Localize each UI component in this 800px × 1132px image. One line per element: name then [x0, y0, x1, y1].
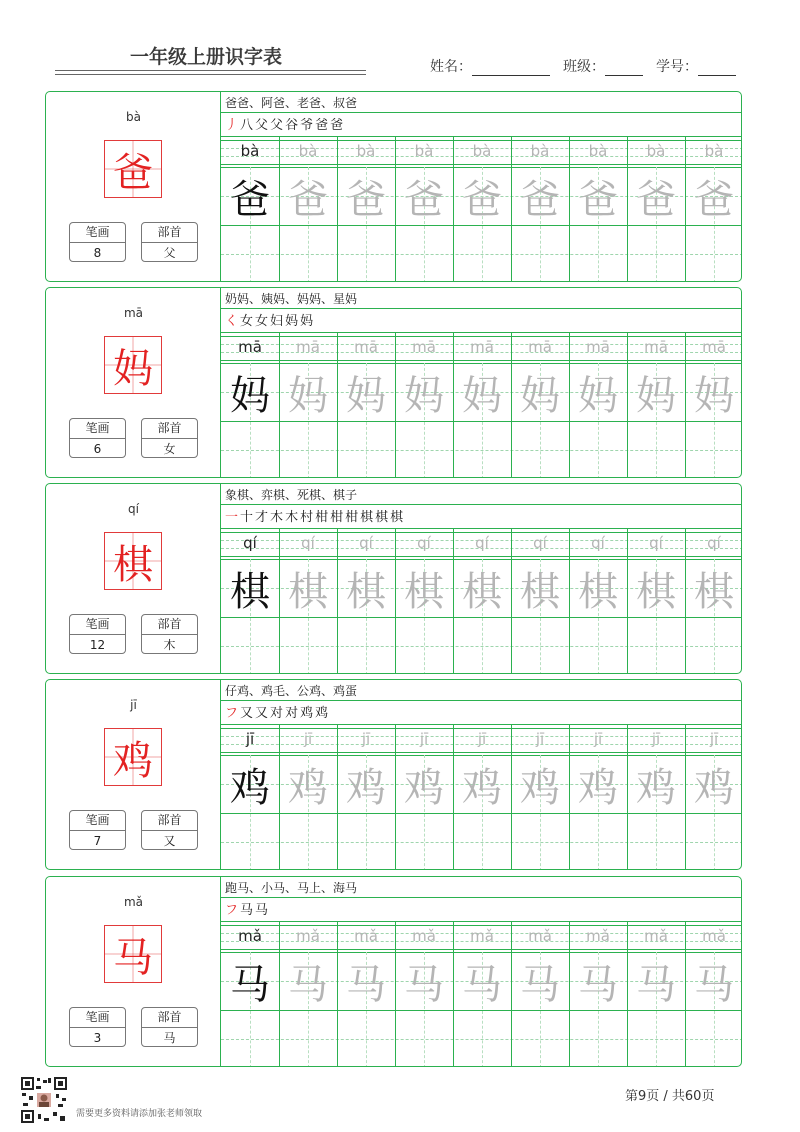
pinyin-cell: mā [528, 338, 552, 356]
character-display: 鸡 [104, 728, 162, 786]
stroke-step: 女 [240, 314, 254, 329]
footer-note: 需要更多资料请添加张老师领取 [76, 1109, 203, 1119]
stroke-count-label: 笔画 [70, 811, 125, 831]
pinyin-cell: jī [361, 730, 371, 748]
stroke-count-label: 笔画 [70, 615, 125, 635]
radical-label: 部首 [142, 223, 197, 243]
character-pinyin: bà [126, 110, 141, 124]
model-character: 马 [230, 961, 270, 1008]
character-pinyin: jī [130, 698, 137, 712]
character-card [45, 483, 742, 674]
tracing-character: 爸 [636, 176, 676, 223]
pinyin-row [221, 728, 742, 752]
radical-value: 女 [163, 442, 176, 456]
practice-grid [221, 288, 742, 477]
radical-box [141, 810, 198, 850]
example-words: 仔鸡、鸡毛、公鸡、鸡蛋 [225, 684, 358, 698]
pinyin-cell: mā [470, 338, 494, 356]
grid-line [221, 164, 742, 165]
pinyin-cell: mǎ [644, 927, 668, 945]
character-display: 棋 [104, 532, 162, 590]
grid-line [221, 332, 742, 333]
stroke-step: 一 [225, 510, 239, 525]
stroke-step: 鸡 [315, 706, 329, 721]
character-pinyin: qí [128, 502, 139, 516]
radical-label: 部首 [142, 615, 197, 635]
pinyin-cell: mǎ [528, 927, 552, 945]
grid-line [221, 724, 742, 725]
stroke-count-value: 6 [93, 442, 102, 456]
stroke-order [225, 506, 405, 526]
blank-practice-row[interactable] [221, 225, 742, 282]
class-blank[interactable] [605, 61, 643, 76]
pinyin-cell: jī [477, 730, 487, 748]
qr-code [20, 1076, 68, 1124]
stroke-step: 妈 [300, 314, 314, 329]
character-info-panel [46, 288, 221, 477]
character-card [45, 287, 742, 478]
pinyin-cell: mǎ [586, 927, 610, 945]
radical-value: 父 [163, 246, 176, 260]
pinyin-cell: bà [472, 142, 492, 160]
pinyin-cell: qí [707, 534, 721, 552]
pinyin-cell: bà [298, 142, 318, 160]
character-card [45, 91, 742, 282]
blank-practice-row[interactable] [221, 617, 742, 674]
stroke-step: 丿 [225, 118, 239, 133]
stroke-step: 对 [285, 706, 299, 721]
tracing-character: 妈 [288, 372, 328, 419]
pinyin-cell: jī [303, 730, 313, 748]
grid-line [221, 528, 742, 529]
pinyin-cell: qí [243, 534, 257, 552]
stroke-step: フ [225, 903, 239, 918]
number-label: 学号： [656, 59, 698, 75]
stroke-step: 村 [300, 510, 314, 525]
stroke-step: 棋 [375, 510, 389, 525]
tracing-character: 棋 [694, 568, 734, 615]
stroke-count-box [69, 1007, 126, 1047]
model-character: 爸 [230, 176, 270, 223]
tracing-character: 鸡 [288, 764, 328, 811]
pinyin-cell: qí [475, 534, 489, 552]
model-character: 妈 [230, 372, 270, 419]
tracing-character: 妈 [346, 372, 386, 419]
tracing-character: 爸 [694, 176, 734, 223]
tracing-character: 鸡 [404, 764, 444, 811]
tracing-character: 妈 [578, 372, 618, 419]
title-underline [55, 70, 366, 71]
stroke-step: 鸡 [300, 706, 314, 721]
tracing-character: 鸡 [520, 764, 560, 811]
tracing-row [221, 755, 742, 813]
radical-box [141, 1007, 198, 1047]
radical-box [141, 222, 198, 262]
tracing-character: 爸 [520, 176, 560, 223]
radical-value: 木 [163, 638, 176, 652]
character-pinyin: mā [123, 306, 144, 320]
tracing-character: 马 [288, 961, 328, 1008]
stroke-step: 八 [240, 118, 254, 133]
number-blank[interactable] [698, 61, 736, 76]
tracing-character: 棋 [346, 568, 386, 615]
blank-practice-row[interactable] [221, 1010, 742, 1067]
stroke-step: 又 [255, 706, 269, 721]
grid-line [221, 504, 742, 505]
number-field[interactable] [656, 56, 736, 76]
grid-line [221, 921, 742, 922]
model-character: 棋 [230, 568, 270, 615]
character-info-panel [46, 484, 221, 673]
tracing-character: 马 [520, 961, 560, 1008]
name-field[interactable] [430, 56, 550, 76]
stroke-step: 马 [240, 903, 254, 918]
tracing-character: 爸 [462, 176, 502, 223]
character-display: 妈 [104, 336, 162, 394]
grid-line [221, 308, 742, 309]
stroke-count-box [69, 418, 126, 458]
practice-grid [221, 877, 742, 1066]
stroke-count-label: 笔画 [70, 419, 125, 439]
character-info-panel [46, 92, 221, 281]
tracing-character: 棋 [404, 568, 444, 615]
tracing-character: 妈 [636, 372, 676, 419]
pinyin-cell: mā [586, 338, 610, 356]
tracing-character: 马 [462, 961, 502, 1008]
pinyin-cell: jī [709, 730, 719, 748]
tracing-character: 棋 [636, 568, 676, 615]
stroke-step: 父 [255, 118, 269, 133]
stroke-step: 棋 [360, 510, 374, 525]
pinyin-cell: mǎ [238, 927, 262, 945]
name-blank[interactable] [472, 61, 550, 76]
pinyin-cell: mā [412, 338, 436, 356]
stroke-count-value: 12 [89, 638, 106, 652]
radical-label: 部首 [142, 811, 197, 831]
tracing-character: 妈 [520, 372, 560, 419]
stroke-step: 又 [240, 706, 254, 721]
stroke-step: 十 [240, 510, 254, 525]
stroke-step: 木 [285, 510, 299, 525]
stroke-step: 木 [270, 510, 284, 525]
class-field[interactable] [563, 56, 643, 76]
pinyin-cell: mā [296, 338, 320, 356]
pinyin-row [221, 925, 742, 949]
stroke-step: 棋 [390, 510, 404, 525]
class-label: 班级： [563, 59, 605, 75]
pinyin-row [221, 336, 742, 360]
grid-line [221, 897, 742, 898]
pinyin-cell: qí [591, 534, 605, 552]
pinyin-cell: bà [414, 142, 434, 160]
stroke-count-value: 8 [93, 246, 102, 260]
pinyin-cell: mā [702, 338, 726, 356]
pinyin-cell: mā [238, 338, 262, 356]
pinyin-cell: mā [644, 338, 668, 356]
radical-value: 马 [163, 1031, 176, 1045]
tracing-row [221, 167, 742, 225]
blank-practice-row[interactable] [221, 421, 742, 478]
tracing-character: 爸 [578, 176, 618, 223]
tracing-character: 妈 [404, 372, 444, 419]
pinyin-cell: qí [359, 534, 373, 552]
tracing-character: 棋 [578, 568, 618, 615]
tracing-row [221, 952, 742, 1010]
practice-grid [221, 92, 742, 281]
stroke-step: 才 [255, 510, 269, 525]
pinyin-cell: mǎ [412, 927, 436, 945]
radical-value: 又 [163, 834, 176, 848]
pinyin-cell: mǎ [470, 927, 494, 945]
stroke-count-label: 笔画 [70, 223, 125, 243]
character-card [45, 679, 742, 870]
stroke-step: 柑 [345, 510, 359, 525]
model-character: 鸡 [230, 764, 270, 811]
tracing-character: 鸡 [462, 764, 502, 811]
tracing-character: 马 [578, 961, 618, 1008]
grid-line [221, 752, 742, 753]
stroke-step: 女 [255, 314, 269, 329]
grid-line [221, 112, 742, 113]
tracing-character: 妈 [462, 372, 502, 419]
example-words: 奶妈、姨妈、妈妈、星妈 [225, 292, 358, 306]
page-number: 第9页 / 共60页 [625, 1089, 715, 1104]
pinyin-cell: bà [240, 142, 260, 160]
pinyin-cell: bà [704, 142, 724, 160]
pinyin-cell: mǎ [354, 927, 378, 945]
pinyin-cell: bà [646, 142, 666, 160]
stroke-step: 对 [270, 706, 284, 721]
pinyin-cell: bà [588, 142, 608, 160]
pinyin-cell: mā [354, 338, 378, 356]
pinyin-cell: jī [419, 730, 429, 748]
stroke-order [225, 702, 330, 722]
stroke-count-box [69, 614, 126, 654]
tracing-character: 马 [694, 961, 734, 1008]
stroke-order [225, 310, 315, 330]
practice-grid [221, 680, 742, 869]
pinyin-cell: qí [301, 534, 315, 552]
stroke-step: フ [225, 706, 239, 721]
stroke-step: 妇 [270, 314, 284, 329]
character-info-panel [46, 680, 221, 869]
pinyin-cell: jī [593, 730, 603, 748]
tracing-character: 棋 [288, 568, 328, 615]
tracing-character: 鸡 [346, 764, 386, 811]
stroke-step: 马 [255, 903, 269, 918]
pinyin-row [221, 140, 742, 164]
stroke-step: 妈 [285, 314, 299, 329]
tracing-character: 马 [346, 961, 386, 1008]
example-words: 爸爸、阿爸、老爸、叔爸 [225, 96, 358, 110]
pinyin-cell: qí [649, 534, 663, 552]
pinyin-cell: jī [651, 730, 661, 748]
stroke-step: 父 [270, 118, 284, 133]
pinyin-cell: bà [356, 142, 376, 160]
stroke-step: 爸 [330, 118, 344, 133]
character-info-panel [46, 877, 221, 1066]
radical-box [141, 614, 198, 654]
practice-grid [221, 484, 742, 673]
tracing-character: 马 [636, 961, 676, 1008]
pinyin-cell: mǎ [702, 927, 726, 945]
tracing-row [221, 559, 742, 617]
pinyin-cell: jī [245, 730, 255, 748]
tracing-character: 鸡 [578, 764, 618, 811]
character-pinyin: mǎ [123, 895, 144, 909]
radical-label: 部首 [142, 419, 197, 439]
example-words: 跑马、小马、马上、海马 [225, 881, 358, 895]
radical-box [141, 418, 198, 458]
pinyin-cell: jī [535, 730, 545, 748]
example-words: 象棋、弈棋、死棋、棋子 [225, 488, 358, 502]
pinyin-cell: mǎ [296, 927, 320, 945]
tracing-row [221, 363, 742, 421]
grid-line [221, 360, 742, 361]
stroke-step: 爸 [315, 118, 329, 133]
stroke-step: く [225, 314, 239, 329]
stroke-step: 谷 [285, 118, 299, 133]
stroke-order [225, 899, 270, 919]
blank-practice-row[interactable] [221, 813, 742, 870]
stroke-step: 柑 [315, 510, 329, 525]
grid-line [221, 700, 742, 701]
grid-line [221, 556, 742, 557]
tracing-character: 爸 [346, 176, 386, 223]
stroke-step: 柑 [330, 510, 344, 525]
title-underline-2 [55, 74, 366, 75]
tracing-character: 爸 [288, 176, 328, 223]
character-display: 马 [104, 925, 162, 983]
stroke-count-box [69, 810, 126, 850]
pinyin-row [221, 532, 742, 556]
character-display: 爸 [104, 140, 162, 198]
tracing-character: 爸 [404, 176, 444, 223]
stroke-count-value: 7 [93, 834, 102, 848]
name-label: 姓名： [430, 59, 472, 75]
tracing-character: 鸡 [636, 764, 676, 811]
pinyin-cell: bà [530, 142, 550, 160]
tracing-character: 棋 [520, 568, 560, 615]
tracing-character: 妈 [694, 372, 734, 419]
stroke-count-box [69, 222, 126, 262]
stroke-order [225, 114, 345, 134]
character-card [45, 876, 742, 1067]
stroke-step: 爷 [300, 118, 314, 133]
grid-line [221, 949, 742, 950]
tracing-character: 棋 [462, 568, 502, 615]
stroke-count-value: 3 [93, 1031, 102, 1045]
tracing-character: 马 [404, 961, 444, 1008]
grid-line [221, 136, 742, 137]
radical-label: 部首 [142, 1008, 197, 1028]
tracing-character: 鸡 [694, 764, 734, 811]
pinyin-cell: qí [533, 534, 547, 552]
stroke-count-label: 笔画 [70, 1008, 125, 1028]
page-title: 一年级上册识字表 [130, 46, 283, 68]
pinyin-cell: qí [417, 534, 431, 552]
